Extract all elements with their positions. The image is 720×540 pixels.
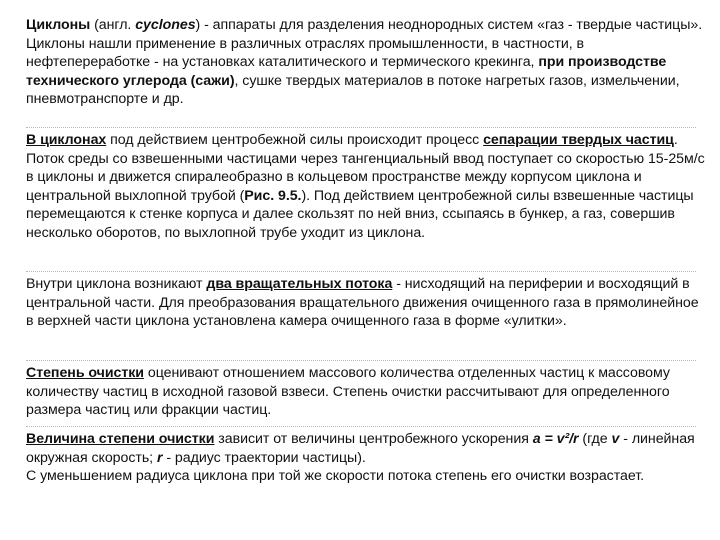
text: - линейная окружная скорость; [26, 431, 695, 466]
symbol-v: v [611, 431, 620, 447]
term-cyclones: Циклоны [26, 17, 91, 33]
paragraph-separation [26, 131, 706, 243]
term-cyclones-english: cyclones [135, 17, 196, 33]
formula-acceleration: a = v²/r [532, 431, 579, 447]
text: , сушке твердых материалов в потоке нагретых газов, измельчении, пневмотранспорте и др. [26, 72, 680, 108]
term-two-rotational-flows: два вращательных потока [206, 276, 393, 292]
term-cleaning-degree-value: Величина степени очистки [26, 431, 215, 447]
text: ) - аппараты для разделения неоднородных систем «газ - твердые частицы». Циклоны нашли применение в различных отраслях промышленности, в частности, в нефтепереработке - на установках каталитического и термического крекинга, [26, 17, 703, 71]
lead-in-cyclones: В циклонах [26, 132, 107, 148]
emphasis-carbon-black: при производстве технического углерода (сажи) [26, 54, 667, 89]
divider [26, 426, 696, 427]
text: (англ. [90, 17, 136, 33]
text: С уменьшением радиуса циклона при той же скорости потока степень его очистки возрастает. [26, 468, 644, 485]
figure-reference: Рис. 9.5. [244, 187, 302, 204]
term-cleaning-degree: Степень очистки [26, 365, 144, 381]
text: оценивают отношением массового количества отделенных частиц к массовому количеству частиц в исходной газовой взвеси. Степень очистки рассчитывают для определенного размера частиц или фракции частиц. [26, 365, 670, 419]
text: (где [578, 431, 612, 447]
divider [26, 271, 696, 272]
paragraph-cyclones-definition [26, 16, 706, 109]
divider [26, 360, 696, 361]
text: - нисходящий на периферии и восходящий в центральной части. Для преобразования вращательного движения очищенного газа в прямолинейное в верхней части циклона установлена камера очищенного газа в форме «улитки». [26, 276, 699, 330]
paragraph-centrifugal-acceleration [26, 430, 706, 486]
text: под действием центробежной силы происходит процесс [106, 132, 484, 148]
paragraph-cleaning-degree [26, 364, 706, 420]
term-particle-separation: сепарации твердых частиц [483, 132, 674, 148]
text: Внутри циклона возникают [26, 276, 207, 292]
symbol-r: r [156, 449, 163, 466]
divider [26, 127, 696, 128]
text: - радиус траектории частицы). [162, 449, 366, 466]
text: ). Под действием центробежной силы взвешенные частицы перемещаются к стенке корпуса и далее скользят по ней вниз, ссыпаясь в бункер, а газ, совершив несколько оборотов, по выхлопной трубе уходит из циклона. [26, 187, 694, 241]
paragraph-rotational-flows [26, 275, 706, 331]
text: . Поток среды со взвешенными частицами через тангенциальный ввод поступает со скоростью 15-25м/с в циклоны и движется спиралеобразно в кольцевом пространстве между корпусом циклона и центральной выхлопной трубой ( [26, 132, 705, 204]
text: зависит от величины центробежного ускорения [214, 431, 533, 447]
